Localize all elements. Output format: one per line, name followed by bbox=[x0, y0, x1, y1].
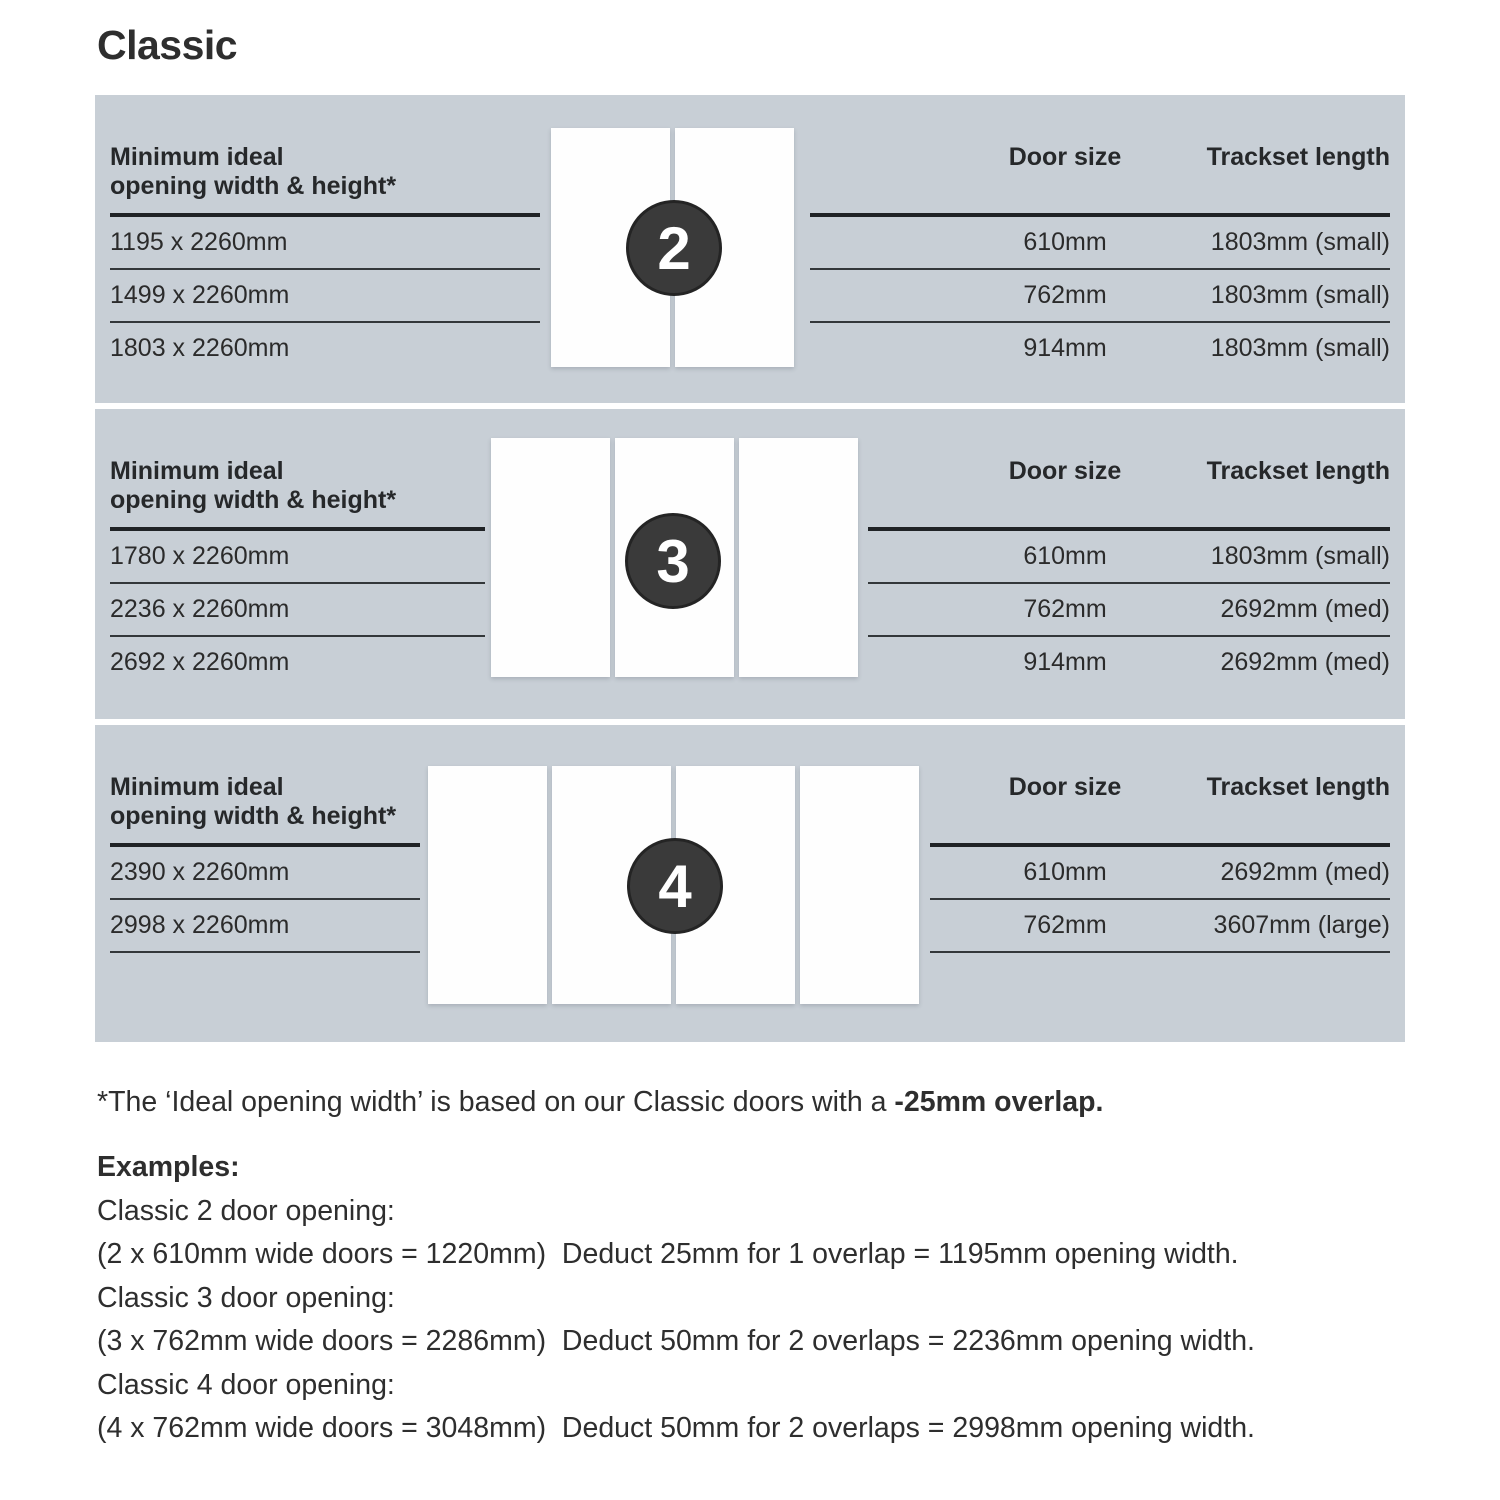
opening-column-header bbox=[110, 773, 420, 831]
examples-heading: Examples: bbox=[97, 1151, 240, 1183]
trackset-value: 3607mm (large) bbox=[1213, 911, 1390, 939]
table-row bbox=[810, 323, 1390, 374]
table-row bbox=[110, 637, 485, 688]
opening-value: 2390 x 2260mm bbox=[110, 858, 290, 886]
opening-table bbox=[110, 143, 540, 374]
door-panel bbox=[491, 438, 610, 677]
door-size-header: Door size bbox=[1008, 143, 1122, 171]
door-size-header: Door size bbox=[1008, 773, 1122, 801]
section-4-door bbox=[95, 725, 1405, 1042]
opening-header-line1: Minimum ideal bbox=[110, 457, 284, 485]
table-row bbox=[110, 531, 485, 584]
example-detail: (2 x 610mm wide doors = 1220mm) Deduct 25mm for 1 overlap = 1195mm opening width. bbox=[97, 1238, 1239, 1270]
opening-value: 1195 x 2260mm bbox=[110, 228, 288, 256]
footnote-bold: -25mm overlap. bbox=[894, 1086, 1104, 1118]
trackset-value: 1803mm (small) bbox=[1210, 228, 1390, 256]
table-row bbox=[930, 847, 1390, 900]
table-row bbox=[868, 637, 1390, 688]
opening-table bbox=[110, 773, 420, 953]
trackset-value: 2692mm (med) bbox=[1220, 595, 1390, 623]
opening-header-line1: Minimum ideal bbox=[110, 773, 284, 801]
opening-header-line2: opening width & height* bbox=[110, 486, 397, 514]
door-size-value: 914mm bbox=[1023, 334, 1107, 362]
opening-header-line2: opening width & height* bbox=[110, 172, 397, 200]
opening-header-line1: Minimum ideal bbox=[110, 143, 284, 171]
size-table bbox=[930, 773, 1390, 953]
opening-header-line2: opening width & height* bbox=[110, 802, 397, 830]
door-size-value: 610mm bbox=[1023, 858, 1107, 886]
trackset-value: 1803mm (small) bbox=[1210, 542, 1390, 570]
example-detail: (4 x 762mm wide doors = 3048mm) Deduct 50mm for 2 overlaps = 2998mm opening width. bbox=[97, 1412, 1255, 1444]
example-detail: (3 x 762mm wide doors = 2286mm) Deduct 50mm for 2 overlaps = 2236mm opening width. bbox=[97, 1325, 1255, 1357]
footnote-text: *The ‘Ideal opening width’ is based on our Classic doors with a bbox=[97, 1086, 895, 1118]
size-table-header bbox=[868, 457, 1390, 486]
table-row bbox=[110, 217, 540, 270]
trackset-value: 1803mm (small) bbox=[1210, 334, 1390, 362]
door-size-value: 610mm bbox=[1023, 542, 1107, 570]
section-3-door bbox=[95, 409, 1405, 719]
door-size-value: 610mm bbox=[1023, 228, 1107, 256]
door-panel bbox=[428, 766, 547, 1004]
opening-value: 1780 x 2260mm bbox=[110, 542, 290, 570]
table-row bbox=[810, 270, 1390, 323]
section-2-door bbox=[95, 95, 1405, 403]
trackset-value: 1803mm (small) bbox=[1210, 281, 1390, 309]
door-panel bbox=[739, 438, 858, 677]
spec-panel bbox=[95, 95, 1405, 1042]
door-count-badge: 2 bbox=[626, 200, 722, 296]
opening-value: 2692 x 2260mm bbox=[110, 648, 290, 676]
table-row bbox=[868, 584, 1390, 637]
footnote bbox=[97, 1086, 1103, 1119]
example-label: Classic 3 door opening: bbox=[97, 1281, 395, 1314]
table-row bbox=[110, 584, 485, 637]
trackset-header: Trackset length bbox=[1206, 457, 1390, 485]
opening-value: 2998 x 2260mm bbox=[110, 911, 290, 939]
table-row bbox=[868, 531, 1390, 584]
door-count-badge: 4 bbox=[627, 838, 723, 934]
size-table-header bbox=[810, 143, 1390, 172]
opening-column-header bbox=[110, 457, 485, 515]
table-row bbox=[110, 323, 540, 374]
door-panel bbox=[800, 766, 919, 1004]
opening-column-header bbox=[110, 143, 540, 201]
opening-table bbox=[110, 457, 485, 688]
door-count-badge: 3 bbox=[625, 513, 721, 609]
door-size-value: 762mm bbox=[1023, 595, 1107, 623]
table-row bbox=[110, 270, 540, 323]
example-label: Classic 4 door opening: bbox=[97, 1368, 395, 1401]
table-row bbox=[110, 900, 420, 953]
trackset-value: 2692mm (med) bbox=[1220, 858, 1390, 886]
table-row bbox=[930, 900, 1390, 953]
door-size-value: 762mm bbox=[1023, 281, 1107, 309]
opening-value: 1803 x 2260mm bbox=[110, 334, 290, 362]
trackset-header: Trackset length bbox=[1206, 773, 1390, 801]
opening-value: 2236 x 2260mm bbox=[110, 595, 290, 623]
size-table-header bbox=[930, 773, 1390, 802]
door-size-value: 762mm bbox=[1023, 911, 1107, 939]
page-title: Classic bbox=[97, 22, 238, 68]
size-table bbox=[810, 143, 1390, 374]
example-label: Classic 2 door opening: bbox=[97, 1194, 395, 1227]
trackset-value: 2692mm (med) bbox=[1220, 648, 1390, 676]
trackset-header: Trackset length bbox=[1206, 143, 1390, 171]
table-row bbox=[810, 217, 1390, 270]
door-size-value: 914mm bbox=[1023, 648, 1107, 676]
examples-block bbox=[97, 1146, 1255, 1451]
table-row bbox=[110, 847, 420, 900]
door-size-header: Door size bbox=[1008, 457, 1122, 485]
size-table bbox=[868, 457, 1390, 688]
opening-value: 1499 x 2260mm bbox=[110, 281, 290, 309]
